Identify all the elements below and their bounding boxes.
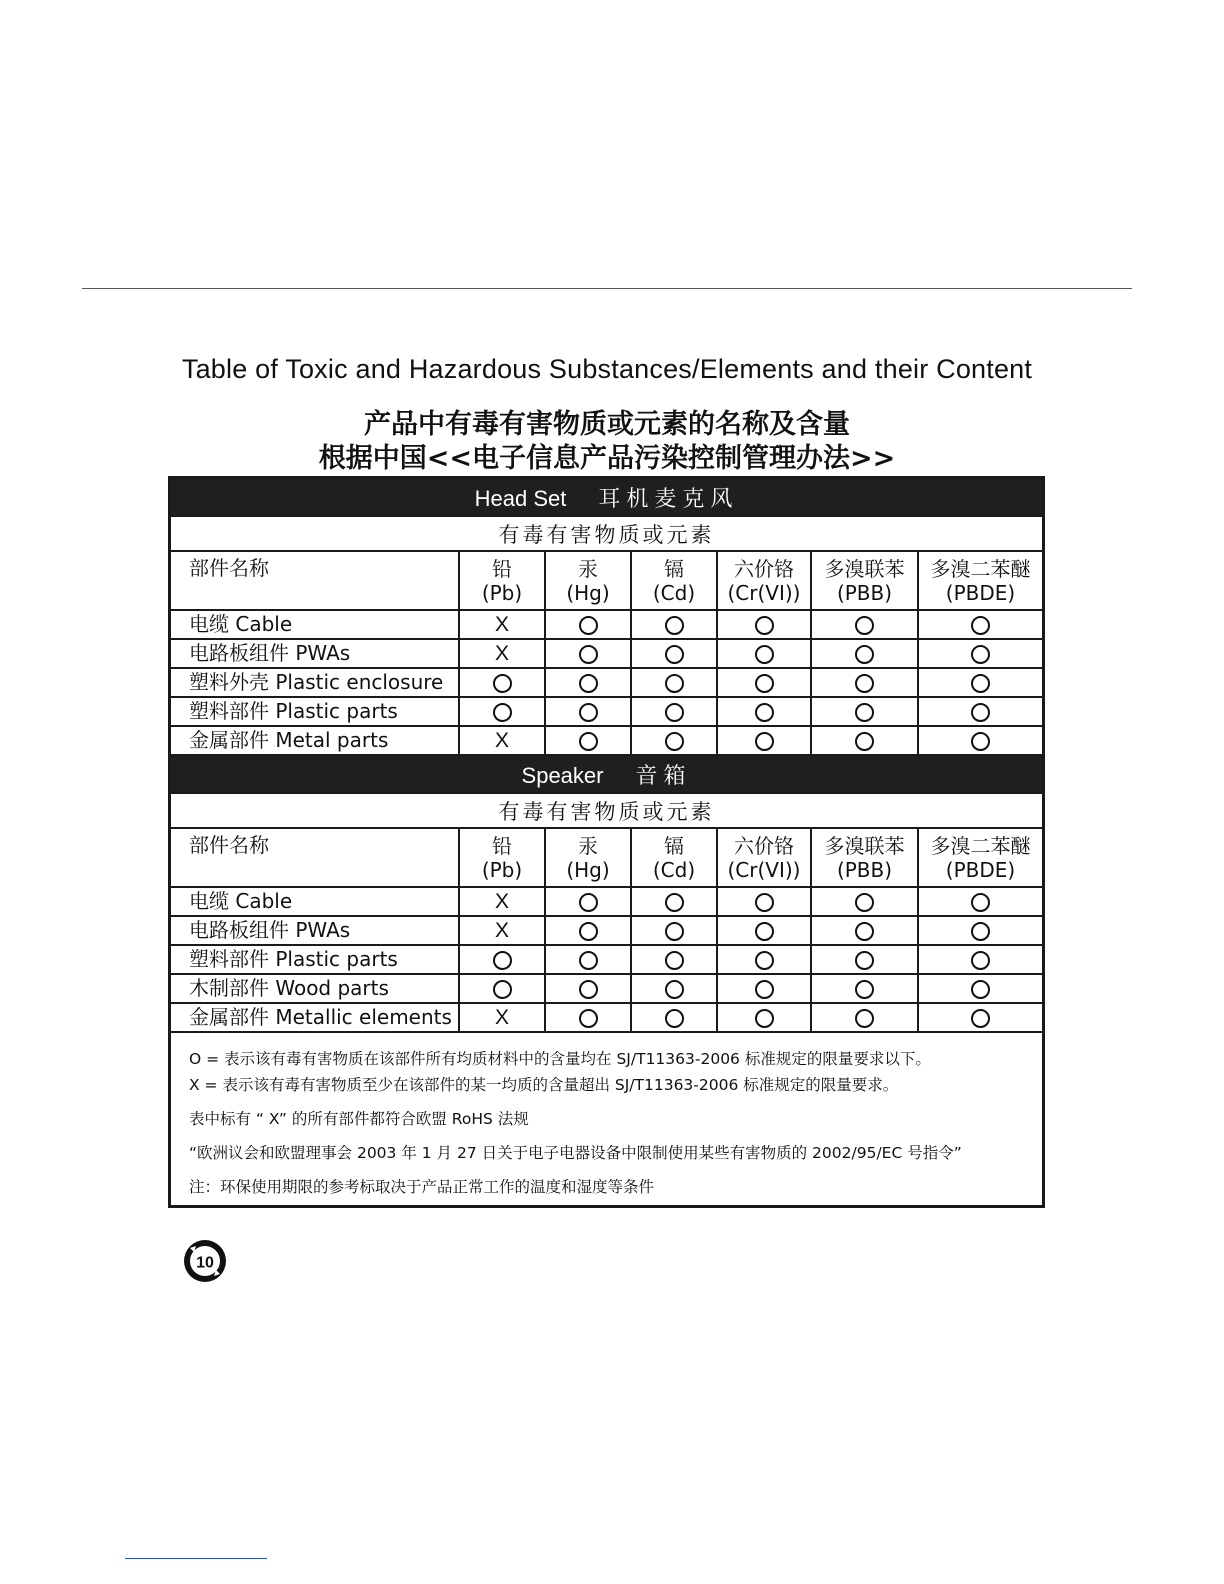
substance-value-cell [918,945,1042,974]
substance-value-cell [459,974,545,1003]
substance-group-header [171,793,1042,828]
compliant-mark [755,729,774,752]
circle-mark [855,674,874,693]
compliant-mark [755,890,774,913]
circle-mark [855,951,874,970]
section-header [171,755,1042,793]
substance-value-cell [631,887,717,916]
compliant-mark [855,642,874,665]
substance-name-zh: 镉 [664,833,684,858]
epup-10-year-icon [182,1238,228,1284]
compliant-mark [665,919,684,942]
substance-value-cell [918,668,1042,697]
substance-column-header [459,551,545,610]
circle-mark [665,980,684,999]
part-name: 塑料部件 Plastic parts [171,697,459,726]
circle-mark [855,980,874,999]
compliant-mark [579,729,598,752]
exceeds-mark: X [494,729,509,752]
substance-value-cell [717,668,811,697]
compliant-mark [855,671,874,694]
circle-mark [755,732,774,751]
circle-mark [855,645,874,664]
circle-mark [971,1009,990,1028]
substance-value-cell [811,639,918,668]
substance-symbol: (Cr(VI)) [727,857,801,882]
substance-value-cell [545,668,631,697]
substance-value-cell [631,974,717,1003]
circle-mark [971,980,990,999]
circle-mark [579,1009,598,1028]
part-name: 金属部件 Metal parts [171,726,459,755]
notes [171,1033,1042,1197]
table-row [171,945,1042,974]
exceeds-mark: X [494,642,509,665]
table-row [171,668,1042,697]
substance-column-header [631,551,717,610]
circle-mark [579,951,598,970]
circle-mark [493,674,512,693]
compliant-mark [665,948,684,971]
compliant-mark [493,977,512,1000]
substance-value-cell [545,697,631,726]
substance-symbol: (Cd) [652,857,696,882]
compliant-mark [755,700,774,723]
substance-value-cell [545,916,631,945]
note-o-definition: O = 表示该有毒有害物质在该部件所有均质材料中的含量均在 SJ/T11363-2006 标准规定的限量要求以下。 [189,1050,931,1068]
circle-mark [755,645,774,664]
substance-symbol: (Pb) [481,580,523,605]
circle-mark [755,980,774,999]
circle-mark [493,703,512,722]
circle-mark [579,616,598,635]
substance-name-zh: 铅 [492,556,512,581]
substance-symbol: (PBDE) [945,580,1016,605]
substance-value-cell [545,1003,631,1032]
substance-value-cell [459,1003,545,1032]
compliant-mark [855,613,874,636]
substance-column-header [811,828,918,887]
compliant-mark [579,613,598,636]
substance-column-header [918,828,1042,887]
part-name: 金属部件 Metallic elements [171,1003,459,1032]
substance-symbol: (Cd) [652,580,696,605]
part-name: 塑料外壳 Plastic enclosure [171,668,459,697]
circle-mark [971,616,990,635]
circle-mark [665,732,684,751]
compliant-mark [755,642,774,665]
substance-value-cell [459,610,545,639]
circle-mark [971,645,990,664]
substance-value-cell [459,945,545,974]
substance-value-cell [717,697,811,726]
compliant-mark [579,642,598,665]
top-divider [82,288,1132,289]
substance-value-cell [545,887,631,916]
compliant-mark [493,948,512,971]
substance-name-zh: 多溴联苯 [824,556,905,581]
substance-column-header [631,828,717,887]
compliant-mark [971,729,990,752]
substance-value-cell [811,697,918,726]
section-name-zh: 音箱 [635,762,692,788]
substance-column-header [717,551,811,610]
substance-value-cell [717,726,811,755]
part-name: 电路板组件 PWAs [171,639,459,668]
note-directive: “欧洲议会和欧盟理事会 2003 年 1 月 27 日关于电子电器设备中限制使用某些有害物质的 2002/95/EC 号指令” [189,1144,962,1162]
circle-mark [855,732,874,751]
substance-group-label: 有毒有害物质或元素 [171,516,1042,551]
part-column-header: 部件名称 [171,828,459,887]
substance-value-cell [631,726,717,755]
substance-value-cell [717,1003,811,1032]
substance-value-cell [631,639,717,668]
substance-value-cell [717,974,811,1003]
compliant-mark [579,671,598,694]
substance-value-cell [918,639,1042,668]
substance-value-cell [811,610,918,639]
note-x-definition: X = 表示该有毒有害物质至少在该部件的某一均质的含量超出 SJ/T11363-2006 标准规定的限量要求。 [189,1076,899,1094]
circle-mark [665,1009,684,1028]
circle-mark [665,922,684,941]
substance-value-cell [717,887,811,916]
table-row [171,1003,1042,1032]
title-english: Table of Toxic and Hazardous Substances/Elements and their Content [181,354,1033,384]
substance-value-cell [918,1003,1042,1032]
compliant-mark [579,1006,598,1029]
compliant-mark [579,919,598,942]
substance-value-cell [811,1003,918,1032]
substance-value-cell [631,916,717,945]
circle-mark [579,645,598,664]
compliant-mark [855,700,874,723]
circle-mark [971,951,990,970]
section-name-en: Head Set [474,485,567,511]
substance-value-cell [811,887,918,916]
substance-symbol: (PBB) [836,857,893,882]
substance-value-cell [459,916,545,945]
section-name-en: Speaker [521,762,604,788]
substance-name-zh: 铅 [492,833,512,858]
substance-value-cell [717,610,811,639]
compliant-mark [971,700,990,723]
circle-mark [665,951,684,970]
note-environment: 注：环保使用期限的参考标取决于产品正常工作的温度和湿度等条件 [189,1178,655,1196]
section-name-zh: 耳机麦克风 [598,485,739,511]
table-row [171,916,1042,945]
substance-value-cell [631,610,717,639]
substance-column-header [717,828,811,887]
compliant-mark [755,671,774,694]
table-row [171,887,1042,916]
circle-mark [755,674,774,693]
substance-value-cell [717,916,811,945]
compliant-mark [971,890,990,913]
circle-mark [855,616,874,635]
substance-value-cell [631,1003,717,1032]
substance-name-zh: 汞 [578,833,598,858]
circle-mark [971,703,990,722]
compliant-mark [971,642,990,665]
compliant-mark [665,613,684,636]
circle-mark [665,645,684,664]
substance-symbol: (Pb) [481,857,523,882]
exceeds-mark: X [494,1006,509,1029]
substance-value-cell [918,726,1042,755]
exceeds-mark: X [494,613,509,636]
compliant-mark [579,948,598,971]
compliant-mark [579,700,598,723]
substance-symbol: (PBDE) [945,857,1016,882]
circle-mark [755,703,774,722]
substance-name-zh: 六价铬 [734,556,794,581]
compliant-mark [855,919,874,942]
substance-value-cell [631,697,717,726]
circle-mark [971,922,990,941]
part-column-header: 部件名称 [171,551,459,610]
note-rohs: 表中标有 “ X” 的所有部件都符合欧盟 RoHS 法规 [189,1110,529,1128]
substance-value-cell [459,639,545,668]
title-chinese-line1: 产品中有毒有害物质或元素的名称及含量 [364,409,850,440]
title-chinese-line2: 根据中国<<电子信息产品污染控制管理办法>> [318,443,896,474]
part-name: 塑料部件 Plastic parts [171,945,459,974]
compliant-mark [665,890,684,913]
compliant-mark [579,977,598,1000]
substance-name-zh: 六价铬 [734,833,794,858]
substance-name-zh: 多溴二苯醚 [930,556,1031,581]
substance-group-label: 有毒有害物质或元素 [171,793,1042,828]
substance-value-cell [545,945,631,974]
part-name: 电路板组件 PWAs [171,916,459,945]
exceeds-mark: X [494,890,509,913]
compliant-mark [971,1006,990,1029]
substance-value-cell [545,726,631,755]
substance-symbol: (Hg) [566,857,610,882]
substance-value-cell [811,726,918,755]
part-name: 电缆 Cable [171,887,459,916]
compliant-mark [665,1006,684,1029]
substance-value-cell [459,887,545,916]
compliant-mark [755,613,774,636]
compliant-mark [665,700,684,723]
column-header-row [171,828,1042,887]
substance-value-cell [631,668,717,697]
epup-label: 10 [196,1254,214,1272]
substance-value-cell [545,639,631,668]
circle-mark [579,893,598,912]
substance-symbol: (Hg) [566,580,610,605]
circle-mark [971,674,990,693]
substance-symbol: (Cr(VI)) [727,580,801,605]
compliant-mark [971,948,990,971]
substance-value-cell [918,974,1042,1003]
compliant-mark [665,729,684,752]
circle-mark [493,951,512,970]
table-row [171,697,1042,726]
substance-value-cell [631,945,717,974]
circle-mark [855,893,874,912]
compliant-mark [755,948,774,971]
compliant-mark [665,671,684,694]
substances-table [171,479,1042,1033]
compliant-mark [971,613,990,636]
substances-table-box [168,476,1045,1208]
substance-value-cell [459,697,545,726]
circle-mark [855,703,874,722]
circle-mark [755,616,774,635]
substance-name-zh: 镉 [664,556,684,581]
circle-mark [855,922,874,941]
substance-value-cell [918,887,1042,916]
compliant-mark [855,729,874,752]
substance-value-cell [459,668,545,697]
substance-group-header [171,516,1042,551]
circle-mark [755,1009,774,1028]
substance-value-cell [459,726,545,755]
substance-name-zh: 多溴联苯 [824,833,905,858]
compliant-mark [855,890,874,913]
substance-value-cell [811,668,918,697]
substance-name-zh: 汞 [578,556,598,581]
circle-mark [665,674,684,693]
circle-mark [971,893,990,912]
substance-value-cell [918,610,1042,639]
substance-column-header [811,551,918,610]
compliant-mark [971,919,990,942]
circle-mark [579,922,598,941]
substance-column-header [918,551,1042,610]
circle-mark [855,1009,874,1028]
circle-mark [579,980,598,999]
compliant-mark [971,671,990,694]
substance-value-cell [918,916,1042,945]
compliant-mark [665,977,684,1000]
substance-value-cell [811,916,918,945]
substance-value-cell [717,639,811,668]
part-name: 木制部件 Wood parts [171,974,459,1003]
compliant-mark [665,642,684,665]
circle-mark [971,732,990,751]
compliant-mark [579,890,598,913]
circle-mark [665,893,684,912]
circle-mark [665,616,684,635]
circle-mark [755,951,774,970]
circle-mark [493,980,512,999]
substance-value-cell [545,610,631,639]
substance-column-header [459,828,545,887]
compliant-mark [755,977,774,1000]
table-row [171,974,1042,1003]
substance-column-header [545,828,631,887]
column-header-row [171,551,1042,610]
compliant-mark [855,948,874,971]
bottom-link-line [125,1558,267,1559]
substance-column-header [545,551,631,610]
circle-mark [579,703,598,722]
circle-mark [579,732,598,751]
substance-value-cell [717,945,811,974]
compliant-mark [493,671,512,694]
compliant-mark [855,1006,874,1029]
part-name: 电缆 Cable [171,610,459,639]
substance-name-zh: 多溴二苯醚 [930,833,1031,858]
circle-mark [579,674,598,693]
section-header [171,479,1042,516]
circle-mark [665,703,684,722]
compliant-mark [971,977,990,1000]
substance-value-cell [811,945,918,974]
compliant-mark [755,1006,774,1029]
table-row [171,639,1042,668]
substance-value-cell [811,974,918,1003]
table-row [171,610,1042,639]
compliant-mark [755,919,774,942]
table-row [171,726,1042,755]
compliant-mark [493,700,512,723]
circle-mark [755,922,774,941]
compliant-mark [855,977,874,1000]
substance-value-cell [918,697,1042,726]
substance-symbol: (PBB) [836,580,893,605]
exceeds-mark: X [494,919,509,942]
circle-mark [755,893,774,912]
substance-value-cell [545,974,631,1003]
